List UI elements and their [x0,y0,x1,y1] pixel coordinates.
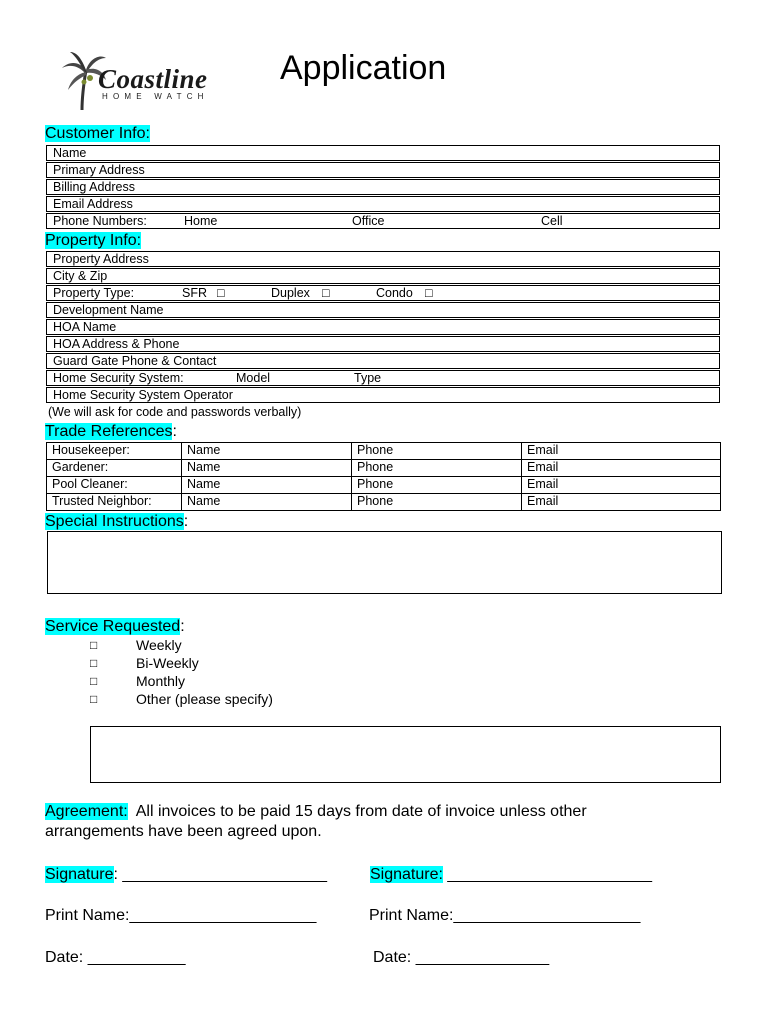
monthly-option: Monthly [136,673,186,689]
trade-role: Trusted Neighbor: [47,494,182,511]
security-type-label: Type [354,371,382,385]
trade-phone-cell[interactable]: Phone [352,443,522,460]
logo-tagline: HOME WATCH [102,92,209,101]
table-row [47,443,721,460]
security-system-row[interactable] [46,370,720,386]
development-name-row[interactable]: Development Name [46,302,720,318]
print-name-right[interactable]: Print Name:_____________________ [369,907,641,924]
trade-phone-cell[interactable]: Phone [352,460,522,477]
verbal-note: (We will ask for code and passwords verbally) [48,405,302,419]
customer-info-heading: Customer Info: [45,125,150,142]
agreement-text: Agreement: All invoices to be paid 15 days from date of invoice unless other [45,803,587,820]
customer-phone-row[interactable] [46,213,720,229]
trade-email-cell[interactable]: Email [522,494,721,511]
trade-name-cell[interactable]: Name [182,494,352,511]
special-instructions-heading: Special Instructions: [45,513,189,530]
phone-cell-label: Cell [541,214,563,228]
customer-name-row[interactable]: Name [46,145,720,161]
table-row [47,494,721,511]
duplex-checkbox[interactable]: □ [322,286,330,300]
property-type-label: Property Type: [53,286,135,300]
weekly-option: Weekly [136,637,182,653]
trade-phone-cell[interactable]: Phone [352,494,522,511]
weekly-checkbox[interactable]: □ [90,638,98,652]
date-right[interactable]: Date: _______________ [373,949,550,966]
trade-phone-cell[interactable]: Phone [352,477,522,494]
phone-office-label: Office [352,214,385,228]
signature-right[interactable]: Signature: _______________________ [370,866,653,883]
trade-references-table [46,442,721,511]
biweekly-checkbox[interactable]: □ [90,656,98,670]
phone-home-label: Home [184,214,218,228]
type-duplex-label: Duplex [271,286,310,300]
trade-name-cell[interactable]: Name [182,443,352,460]
trade-name-cell[interactable]: Name [182,460,352,477]
other-specify-box[interactable] [90,726,721,783]
customer-billing-address-row[interactable]: Billing Address [46,179,720,195]
signature-left[interactable]: Signature: _______________________ [45,866,328,883]
agreement-text-continued: arrangements have been agreed upon. [45,823,322,840]
hoa-name-row[interactable]: HOA Name [46,319,720,335]
other-option: Other (please specify) [136,691,273,707]
trade-references-heading: Trade References: [45,423,177,440]
property-info-heading: Property Info: [45,232,142,249]
guard-gate-row[interactable]: Guard Gate Phone & Contact [46,353,720,369]
trade-email-cell[interactable]: Email [522,460,721,477]
other-checkbox[interactable]: □ [90,692,98,706]
phone-label: Phone Numbers: [53,214,147,228]
trade-email-cell[interactable]: Email [522,477,721,494]
customer-email-row[interactable]: Email Address [46,196,720,212]
print-name-left[interactable]: Print Name:_____________________ [45,907,317,924]
security-model-label: Model [236,371,271,385]
property-type-row[interactable] [46,285,720,301]
property-address-row[interactable]: Property Address [46,251,720,267]
trade-name-cell[interactable]: Name [182,477,352,494]
customer-primary-address-row[interactable]: Primary Address [46,162,720,178]
logo-brand: Coastline [98,64,208,94]
table-row [47,460,721,477]
company-logo [60,50,220,112]
trade-role: Pool Cleaner: [47,477,182,494]
city-zip-row[interactable]: City & Zip [46,268,720,284]
security-operator-row[interactable]: Home Security System Operator [46,387,720,403]
trade-role: Gardener: [47,460,182,477]
sfr-checkbox[interactable]: □ [217,286,225,300]
table-row [47,477,721,494]
service-requested-heading: Service Requested: [45,618,185,635]
trade-email-cell[interactable]: Email [522,443,721,460]
type-condo-label: Condo [376,286,413,300]
monthly-checkbox[interactable]: □ [90,674,98,688]
date-left[interactable]: Date: ___________ [45,949,186,966]
biweekly-option: Bi-Weekly [136,655,199,671]
type-sfr-label: SFR [182,286,207,300]
trade-role: Housekeeper: [47,443,182,460]
agreement-label: Agreement: [45,803,128,820]
page-title: Application [280,49,447,87]
security-label: Home Security System: [53,371,184,385]
special-instructions-box[interactable] [47,531,722,594]
condo-checkbox[interactable]: □ [425,286,433,300]
hoa-address-row[interactable]: HOA Address & Phone [46,336,720,352]
